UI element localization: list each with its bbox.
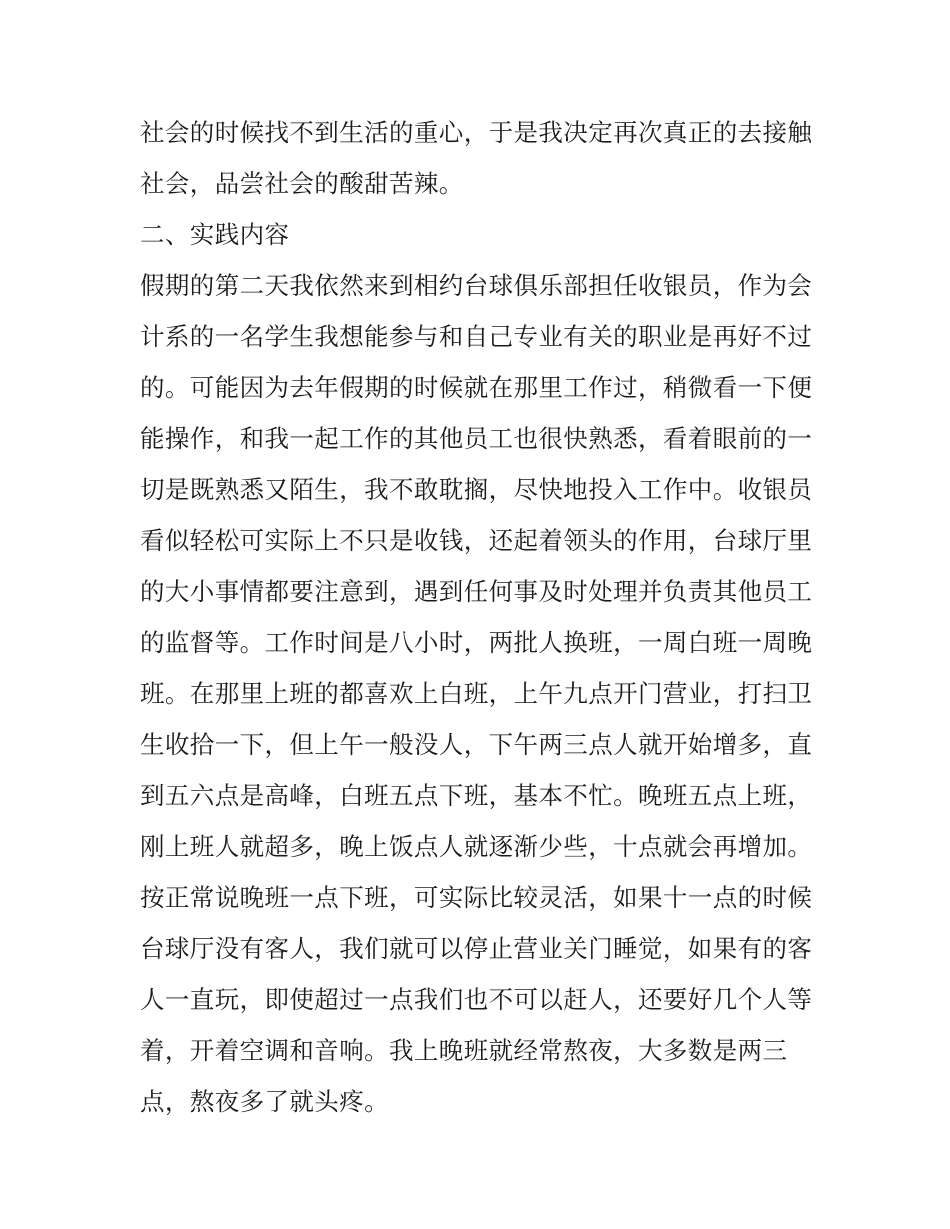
text-line: 按正常说晚班一点下班，可实际比较灵活，如果十一点的时候 xyxy=(140,883,813,912)
text-line: 计系的一名学生我想能参与和自己专业有关的职业是再好不过 xyxy=(140,322,813,351)
text-line: 的大小事情都要注意到，遇到任何事及时处理并负责其他员工 xyxy=(140,577,813,606)
text-line: 点，熬夜多了就头疼。 xyxy=(140,1087,389,1116)
text-line: 切是既熟悉又陌生，我不敢耽搁，尽快地投入工作中。收银员 xyxy=(140,475,813,504)
text-line: 刚上班人就超多，晚上饭点人就逐渐少些，十点就会再增加。 xyxy=(140,832,813,861)
text-line: 生收拾一下，但上午一般没人，下午两三点人就开始增多，直 xyxy=(140,730,813,759)
text-line: 假期的第二天我依然来到相约台球俱乐部担任收银员，作为会 xyxy=(140,271,813,300)
section-heading: 二、实践内容 xyxy=(140,220,290,249)
text-line: 社会的时候找不到生活的重心，于是我决定再次真正的去接触 xyxy=(140,118,813,147)
text-line: 社会，品尝社会的酸甜苦辣。 xyxy=(140,169,464,198)
text-line: 班。在那里上班的都喜欢上白班，上午九点开门营业，打扫卫 xyxy=(140,679,813,708)
text-line: 的。可能因为去年假期的时候就在那里工作过，稍微看一下便 xyxy=(140,373,813,402)
text-line: 人一直玩，即使超过一点我们也不可以赶人，还要好几个人等 xyxy=(140,985,813,1014)
text-line: 能操作，和我一起工作的其他员工也很快熟悉，看着眼前的一 xyxy=(140,424,813,453)
text-line: 看似轻松可实际上不只是收钱，还起着领头的作用，台球厅里 xyxy=(140,526,813,555)
text-line: 的监督等。工作时间是八小时，两批人换班，一周白班一周晚 xyxy=(140,628,813,657)
text-line: 台球厅没有客人，我们就可以停止营业关门睡觉，如果有的客 xyxy=(140,934,813,963)
text-line: 到五六点是高峰，白班五点下班，基本不忙。晚班五点上班， xyxy=(140,781,813,810)
body-text xyxy=(140,107,820,1127)
text-line: 着，开着空调和音响。我上晚班就经常熬夜，大多数是两三 xyxy=(140,1036,788,1065)
